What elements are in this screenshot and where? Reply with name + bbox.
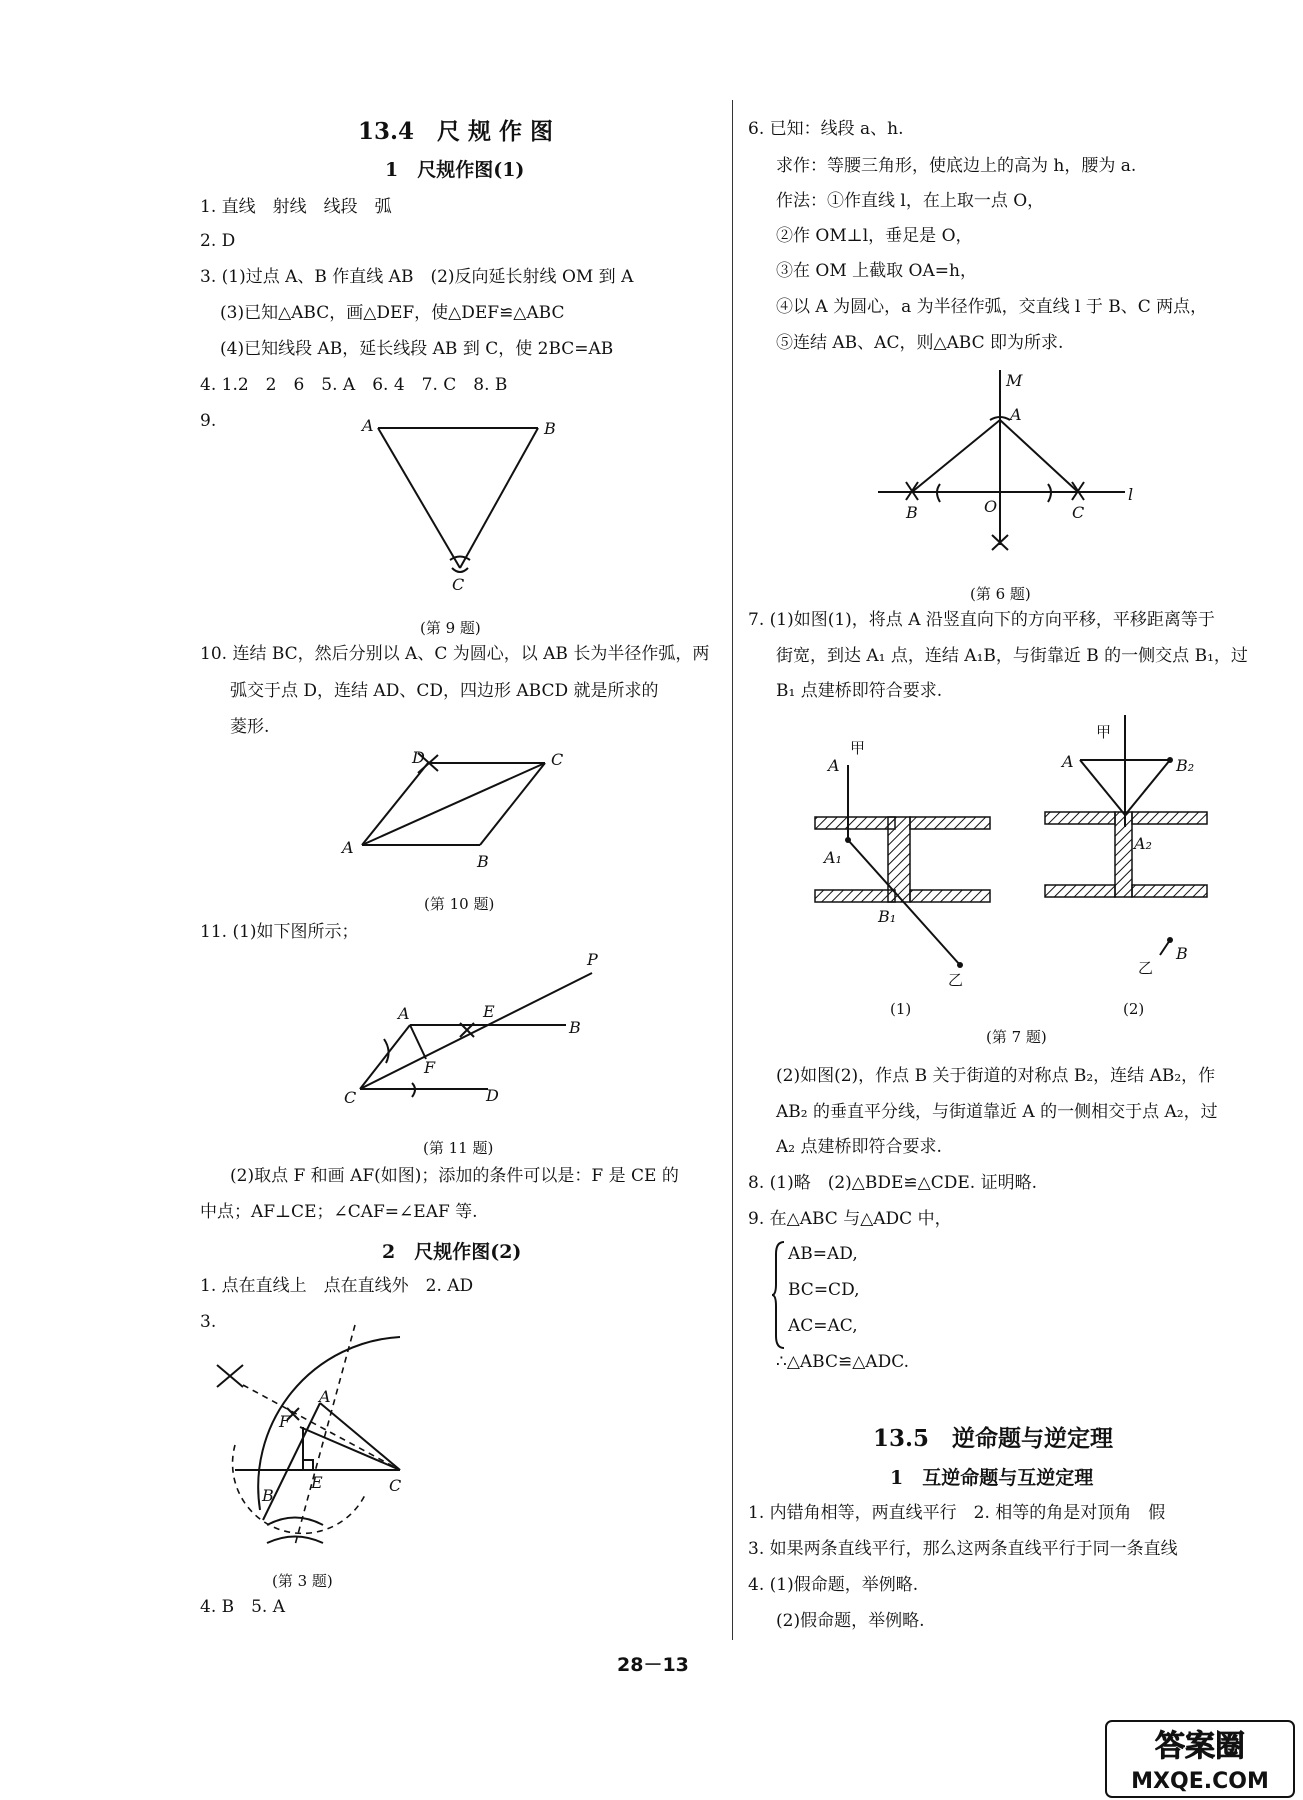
figure-caption: (第 9 题) [420,619,481,637]
section-title: 13.4 尺 规 作 图 [358,118,554,145]
answer-line: 1. 直线 射线 线段 弧 [200,197,392,217]
point-label: A [1010,405,1022,424]
figure-6 [870,370,1150,550]
equation-line: AB=AD, [788,1244,858,1264]
answer-line: 3. (1)过点 A、B 作直线 AB (2)反向延长射线 OM 到 A [200,267,634,287]
point-label: B [477,852,489,871]
answer-line: (3)已知△ABC，画△DEF，使△DEF≌△ABC [220,303,565,323]
brace-icon [772,1240,786,1350]
answer-line: 4. 1.2 2 6 5. A 6. 4 7. C 8. B [200,375,508,395]
point-label: l [1128,485,1134,504]
page-number: 28－13 [617,1654,689,1676]
answer-line: ③在 OM 上截取 OA=h， [776,261,977,281]
point-label: A [1062,752,1074,771]
point-label: D [412,748,425,767]
point-label: A [398,1004,410,1023]
point-label: B [906,503,918,522]
answer-line: 中点；AF⊥CE；∠CAF=∠EAF 等. [200,1202,478,1222]
answer-line: ⑤连结 AB、AC，则△ABC 即为所求. [776,333,1064,353]
answer-line: 9. 在△ABC 与△ADC 中， [748,1209,952,1229]
answer-line: AB₂ 的垂直平分线，与街道靠近 A 的一侧相交于点 A₂，过 [776,1102,1218,1122]
figure-caption: (第 3 题) [272,1572,333,1590]
answer-line: 9. [200,411,217,431]
figure-7 [800,715,1230,989]
answer-line: (2)如图(2)，作点 B 关于街道的对称点 B₂，连结 AB₂，作 [776,1066,1216,1086]
answer-line: 10. 连结 BC，然后分别以 A、C 为圆心，以 AB 长为半径作弧，两 [200,644,710,664]
place-label: 乙 [948,971,964,989]
point-label: A₁ [824,848,842,867]
answer-line: (2)取点 F 和画 AF(如图)；添加的条件可以是：F 是 CE 的 [230,1166,679,1186]
point-label: E [311,1473,323,1492]
point-label: O [984,497,998,516]
answer-line: 1. 点在直线上 点在直线外 2. AD [200,1276,474,1296]
point-label: A [342,838,354,857]
figure-caption: (第 10 题) [424,895,495,913]
answer-line: 3. 如果两条直线平行，那么这两条直线平行于同一条直线 [748,1539,1178,1559]
answer-line: ②作 OM⊥l，垂足是 O， [776,226,973,246]
answer-line: 街宽，到达 A₁ 点，连结 A₁B，与街靠近 B 的一侧交点 B₁，过 [776,646,1248,666]
watermark-title: 答案圈 [1155,1729,1245,1764]
point-label: F [279,1412,291,1431]
subsection-title: 1 尺规作图(1) [385,159,525,181]
figure-10 [340,745,640,875]
answer-line: 2. D [200,231,236,251]
point-label: C [1072,503,1085,522]
place-label: 乙 [1138,959,1154,977]
point-label: B [262,1486,274,1505]
point-label: A [828,756,840,775]
answer-line: 3. [200,1312,217,1332]
figure-caption: (第 7 题) [986,1028,1047,1046]
point-label: B [544,419,556,438]
point-label: D [486,1086,499,1105]
point-label: C [344,1088,357,1107]
answer-line: 11. (1)如下图所示； [200,922,359,942]
figure-11 [340,947,640,1107]
point-label: B [1176,944,1188,963]
point-label: C [551,750,564,769]
answer-line: 弧交于点 D，连结 AD、CD，四边形 ABCD 就是所求的 [230,681,659,701]
equation-line: BC=CD, [788,1280,860,1300]
section-title: 13.5 逆命题与逆定理 [873,1425,1114,1452]
figure-caption: (第 11 题) [423,1139,494,1157]
point-label: B₁ [878,907,897,926]
point-label: A [362,416,374,435]
answer-line: 7. (1)如图(1)，将点 A 沿竖直向下的方向平移，平移距离等于 [748,610,1215,630]
point-label: B [569,1018,581,1037]
point-label: A₂ [1134,834,1152,853]
answer-line: ④以 A 为圆心，a 为半径作弧，交直线 l 于 B、C 两点， [776,297,1208,317]
answer-line: 4. (1)假命题，举例略. [748,1575,919,1595]
point-label: B₂ [1176,756,1195,775]
figure-caption: (第 6 题) [970,585,1031,603]
answer-line: 8. (1)略 (2)△BDE≌△CDE. 证明略. [748,1173,1037,1193]
point-label: E [483,1002,495,1021]
subsection-title: 1 互逆命题与互逆定理 [890,1467,1094,1489]
figure-subcaption: (2) [1123,1000,1145,1018]
figure-3 [215,1315,435,1545]
point-label: C [389,1476,402,1495]
answer-line: 1. 内错角相等，两直线平行 2. 相等的角是对顶角 假 [748,1503,1166,1523]
answer-line: 作法：①作直线 l，在上取一点 O， [776,191,1045,211]
answer-line: (4)已知线段 AB，延长线段 AB 到 C，使 2BC=AB [220,339,614,359]
point-label: M [1006,371,1023,390]
equation-line: AC=AC, [788,1316,858,1336]
answer-line: (2)假命题，举例略. [776,1611,925,1631]
point-label: C [452,575,465,594]
place-label: 甲 [850,739,866,757]
answer-line: A₂ 点建桥即符合要求. [776,1137,942,1157]
answer-line: 求作：等腰三角形，使底边上的高为 h，腰为 a. [776,156,1137,176]
point-label: A [319,1387,331,1406]
column-divider [732,100,733,1640]
place-label: 甲 [1096,723,1112,741]
subsection-title: 2 尺规作图(2) [382,1241,522,1263]
point-label: P [587,950,598,969]
answer-line: ∴△ABC≌△ADC. [776,1352,910,1372]
point-label: F [424,1058,436,1077]
watermark-logo [1105,1720,1295,1798]
figure-9 [360,408,660,598]
answer-line: 4. B 5. A [200,1597,286,1617]
watermark-url: MXQE.COM [1131,1769,1269,1794]
answer-line: B₁ 点建桥即符合要求. [776,681,943,701]
figure-subcaption: (1) [890,1000,912,1018]
answer-line: 菱形. [230,717,270,737]
answer-line: 6. 已知：线段 a、h. [748,119,904,139]
